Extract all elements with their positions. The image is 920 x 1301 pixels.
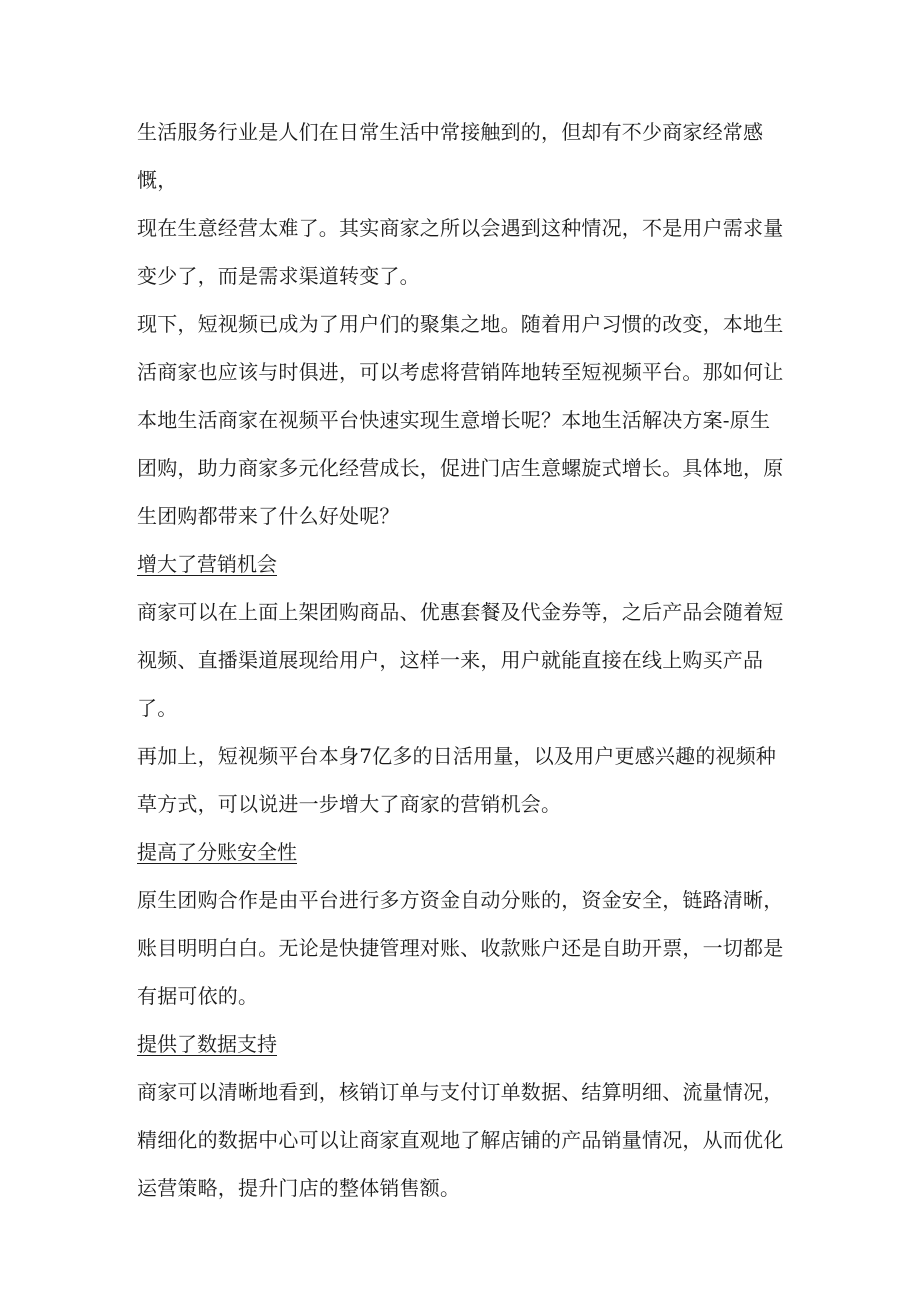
section-heading-marketing [137,540,802,588]
section-heading-marketing-text: 增大了营销机会 [137,552,277,576]
section-heading-settlement [137,828,802,876]
intro-paragraph-2: 现下，短视频已成为了用户们的聚集之地。随着用户习惯的改变，本地生 活商家也应该与时俱进，可以考虑将营销阵地转至短视频平台。那如何让 本地生活商家在视频平台快速实现生意增长呢？本地生活解决方案-原生 团购，助力商家多元化经营成长，促进门店生意螺旋式增长。具体地，原 生团购都带来了什么好处呢？ [137,312,784,528]
section-body-data: 商家可以清晰地看到，核销订单与支付订单数据、结算明细、流量情况， 精细化的数据中心可以让商家直观地了解店铺的产品销量情况，从而优化 运营策略，提升门店的整体销售额。 [137,1080,784,1200]
section-heading-settlement-text: 提高了分账安全性 [137,840,297,864]
section-body-marketing: 商家可以在上面上架团购商品、优惠套餐及代金券等，之后产品会随着短 视频、直播渠道展现给用户，这样一来，用户就能直接在线上购买产品了。 再加上，短视频平台本身7亿多的日活用量，以及用户更感兴趣的视频种 草方式，可以说进一步增大了商家的营销机会。 [137,600,784,816]
intro-paragraph-1: 生活服务行业是人们在日常生活中常接触到的，但却有不少商家经常感慨， 现在生意经营太难了。其实商家之所以会遇到这种情况，不是用户需求量 变少了，而是需求渠道转变了。 [137,120,784,288]
section-heading-data [137,1020,802,1068]
section-heading-data-text: 提供了数据支持 [137,1032,277,1056]
section-body-settlement: 原生团购合作是由平台进行多方资金自动分账的，资金安全，链路清晰， 账目明明白白。无论是快捷管理对账、收款账户还是自助开票，一切都是 有据可依的。 [137,888,784,1008]
document-page [137,108,802,1212]
